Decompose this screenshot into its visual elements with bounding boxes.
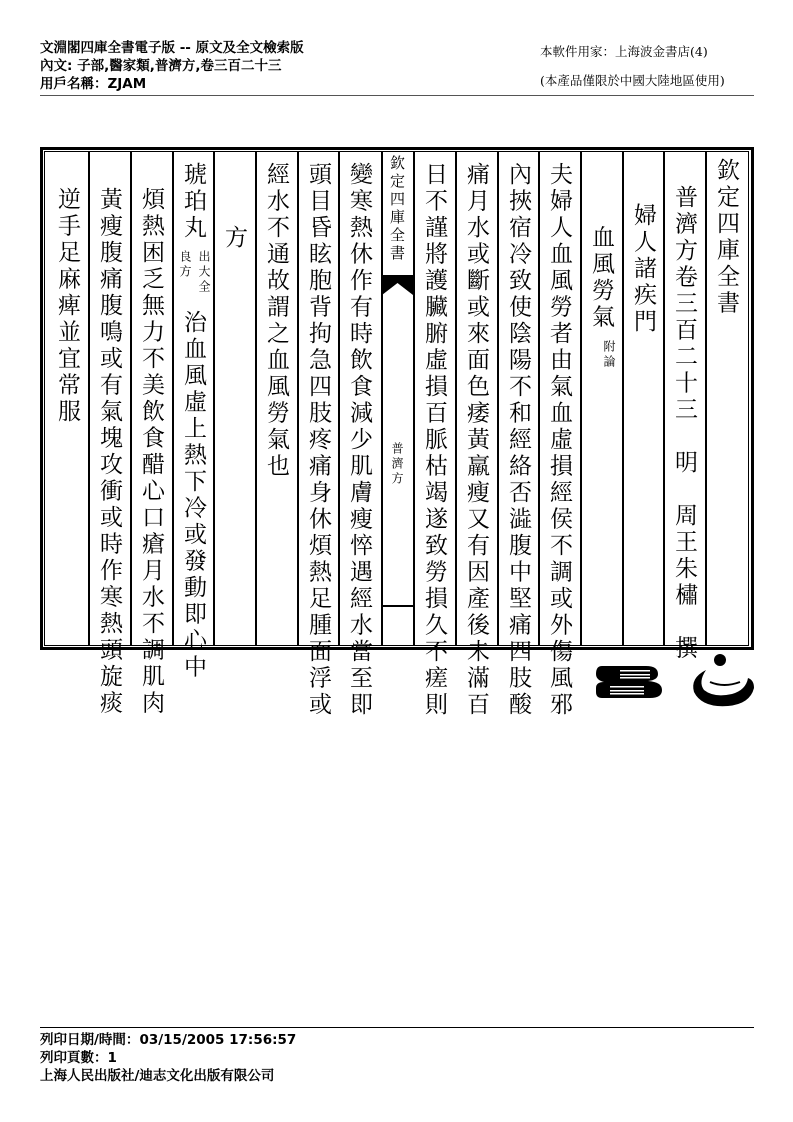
header-username	[40, 75, 146, 93]
volume-author-column: 普濟方卷三百二十三 明 周王朱橚 撰	[671, 185, 697, 662]
footer-publisher: 上海人民出版社/迪志文化出版有限公司	[40, 1068, 275, 1084]
annotation-source-b: 良方	[178, 250, 192, 280]
text-column: 頭目昏眩胞背拘急四肢疼痛身休煩熱足腫面浮或	[305, 162, 331, 719]
text-column: 經水不通故謂之血風勞氣也	[263, 162, 289, 480]
header-restriction: (本產品僅限於中國大陸地區使用)	[540, 73, 725, 88]
subsection-title-column: 血風勞氣	[588, 225, 614, 331]
center-rule	[382, 605, 413, 607]
text-column: 逆手足麻痺並宜常服	[54, 187, 80, 426]
recipe-heading-column: 方	[221, 225, 247, 252]
recipe-name-column: 琥珀丸	[180, 162, 206, 242]
header-divider	[40, 95, 754, 96]
text-column: 內挾宿冷致使陰陽不和經絡否澁腹中堅痛四肢酸	[505, 162, 531, 719]
text-column: 黃瘦腹痛腹鳴或有氣塊攻衝或時作寒熱頭旋痰	[96, 187, 122, 717]
username-value: ZJAM	[107, 76, 147, 92]
header-licensee: 本軟件用家：上海波金書店(4)	[540, 44, 708, 59]
text-column: 變寒熱休作有時飲食減少肌膚瘦悴遇經水當至即	[346, 162, 372, 719]
print-datetime-value: 03/15/2005 17:56:57	[139, 1032, 297, 1048]
text-column: 夫婦人血風勞者由氣血虛損經侯不調或外傷風邪	[546, 162, 572, 719]
section-title-column: 婦人諸疾門	[630, 203, 656, 336]
print-datetime-label: 列印日期/時間：	[40, 1032, 140, 1048]
print-pages-label: 列印頁數：	[40, 1050, 108, 1066]
annotation-source-a: 出大全	[197, 250, 211, 295]
annotation-fulun: 附論	[602, 340, 616, 370]
fishtail-mark-icon	[382, 275, 413, 297]
center-book-title: 欽定四庫全書	[388, 155, 406, 263]
text-column: 日不謹將護臟腑虛損百脈枯竭遂致勞損久不瘥則	[421, 162, 447, 719]
books-logo-icon	[596, 664, 666, 700]
username-label: 用戶名稱：	[40, 76, 108, 92]
text-column: 煩熱困乏無力不美飲食醋心口瘡月水不調肌肉	[138, 187, 164, 717]
recipe-text: 治血風虛上熱下冷或發動即心中	[180, 310, 206, 681]
book-title-column: 欽定四庫全書	[713, 158, 739, 317]
footer-divider	[40, 1027, 754, 1028]
footer-print-datetime	[40, 1031, 296, 1049]
text-column: 痛月水或斷或來面色痿黃羸瘦又有因產後未滿百	[463, 162, 489, 719]
swirl-logo-icon	[688, 652, 758, 712]
header-content-path: 內文: 子部,醫家類,普濟方,卷三百二十三	[40, 58, 282, 74]
center-book-name: 普濟方	[390, 442, 404, 487]
print-pages-value: 1	[107, 1050, 117, 1066]
header-title: 文淵閣四庫全書電子版 -- 原文及全文檢索版	[40, 40, 304, 56]
footer-print-pages	[40, 1049, 117, 1067]
